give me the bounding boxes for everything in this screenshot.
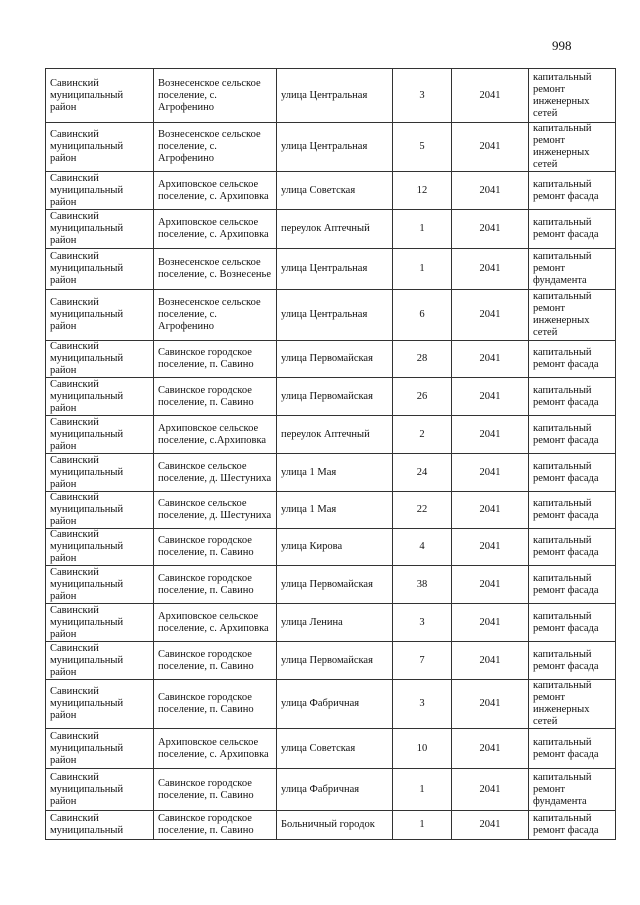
table-row: [46, 811, 616, 840]
work-type-cell: капитальный ремонт фасада: [529, 210, 616, 249]
house-number-cell: 38: [393, 566, 452, 604]
table-row: [46, 172, 616, 210]
work-type-cell: капитальный ремонт инженерных сетей: [529, 123, 616, 172]
work-type-cell: капитальный ремонт фундамента: [529, 249, 616, 290]
district-cell: Савинский муниципальный: [46, 811, 154, 840]
year-cell: 2041: [452, 210, 529, 249]
year-cell: 2041: [452, 290, 529, 341]
table-row: [46, 210, 616, 249]
street-cell: улица Центральная: [277, 290, 393, 341]
house-number-cell: 3: [393, 69, 452, 123]
year-cell: 2041: [452, 341, 529, 378]
settlement-cell: Вознесенское сельское поселение, с. Агрофенино: [154, 290, 277, 341]
year-cell: 2041: [452, 811, 529, 840]
settlement-cell: Савинское городское поселение, п. Савино: [154, 811, 277, 840]
year-cell: 2041: [452, 454, 529, 492]
work-type-cell: капитальный ремонт фасада: [529, 378, 616, 416]
year-cell: 2041: [452, 249, 529, 290]
year-cell: 2041: [452, 172, 529, 210]
district-cell: Савинский муниципальный район: [46, 69, 154, 123]
work-type-cell: капитальный ремонт фасада: [529, 566, 616, 604]
table-row: [46, 492, 616, 529]
year-cell: 2041: [452, 729, 529, 769]
district-cell: Савинский муниципальный район: [46, 249, 154, 290]
district-cell: Савинский муниципальный район: [46, 416, 154, 454]
year-cell: 2041: [452, 378, 529, 416]
year-cell: 2041: [452, 416, 529, 454]
table-row: [46, 454, 616, 492]
street-cell: улица Первомайская: [277, 341, 393, 378]
settlement-cell: Савинское городское поселение, п. Савино: [154, 529, 277, 566]
work-type-cell: капитальный ремонт фасада: [529, 642, 616, 680]
street-cell: улица Центральная: [277, 123, 393, 172]
settlement-cell: Архиповское сельское поселение, с.Архиповка: [154, 416, 277, 454]
work-type-cell: капитальный ремонт фасада: [529, 454, 616, 492]
house-number-cell: 26: [393, 378, 452, 416]
street-cell: улица Советская: [277, 729, 393, 769]
settlement-cell: Архиповское сельское поселение, с. Архиповка: [154, 604, 277, 642]
work-type-cell: капитальный ремонт инженерных сетей: [529, 69, 616, 123]
settlement-cell: Вознесенское сельское поселение, с. Вознесенье: [154, 249, 277, 290]
settlement-cell: Архиповское сельское поселение, с. Архиповка: [154, 210, 277, 249]
district-cell: Савинский муниципальный район: [46, 642, 154, 680]
district-cell: Савинский муниципальный район: [46, 492, 154, 529]
year-cell: 2041: [452, 680, 529, 729]
street-cell: Больничный городок: [277, 811, 393, 840]
district-cell: Савинский муниципальный район: [46, 123, 154, 172]
house-number-cell: 1: [393, 249, 452, 290]
table-row: [46, 642, 616, 680]
work-type-cell: капитальный ремонт фасада: [529, 529, 616, 566]
settlement-cell: Архиповское сельское поселение, с. Архиповка: [154, 729, 277, 769]
repair-schedule-table: [45, 68, 616, 840]
year-cell: 2041: [452, 492, 529, 529]
year-cell: 2041: [452, 123, 529, 172]
house-number-cell: 5: [393, 123, 452, 172]
table-row: [46, 604, 616, 642]
year-cell: 2041: [452, 566, 529, 604]
settlement-cell: Савинское городское поселение, п. Савино: [154, 341, 277, 378]
work-type-cell: капитальный ремонт фасада: [529, 341, 616, 378]
street-cell: улица Ленина: [277, 604, 393, 642]
street-cell: улица Центральная: [277, 69, 393, 123]
house-number-cell: 7: [393, 642, 452, 680]
work-type-cell: капитальный ремонт фасада: [529, 492, 616, 529]
page-number: 998: [552, 38, 572, 53]
work-type-cell: капитальный ремонт инженерных сетей: [529, 680, 616, 729]
house-number-cell: 24: [393, 454, 452, 492]
district-cell: Савинский муниципальный район: [46, 378, 154, 416]
street-cell: улица Первомайская: [277, 378, 393, 416]
settlement-cell: Савинское сельское поселение, д. Шестуниха: [154, 492, 277, 529]
street-cell: переулок Аптечный: [277, 210, 393, 249]
settlement-cell: Архиповское сельское поселение, с. Архиповка: [154, 172, 277, 210]
street-cell: улица Кирова: [277, 529, 393, 566]
house-number-cell: 1: [393, 811, 452, 840]
street-cell: улица 1 Мая: [277, 454, 393, 492]
district-cell: Савинский муниципальный район: [46, 566, 154, 604]
street-cell: улица Фабричная: [277, 769, 393, 811]
year-cell: 2041: [452, 529, 529, 566]
house-number-cell: 22: [393, 492, 452, 529]
house-number-cell: 1: [393, 210, 452, 249]
house-number-cell: 10: [393, 729, 452, 769]
table-row: [46, 69, 616, 123]
street-cell: улица Первомайская: [277, 566, 393, 604]
table-row: [46, 249, 616, 290]
street-cell: улица Советская: [277, 172, 393, 210]
table-row: [46, 729, 616, 769]
district-cell: Савинский муниципальный район: [46, 210, 154, 249]
district-cell: Савинский муниципальный район: [46, 769, 154, 811]
table-row: [46, 566, 616, 604]
house-number-cell: 6: [393, 290, 452, 341]
house-number-cell: 1: [393, 769, 452, 811]
house-number-cell: 4: [393, 529, 452, 566]
street-cell: улица 1 Мая: [277, 492, 393, 529]
district-cell: Савинский муниципальный район: [46, 454, 154, 492]
settlement-cell: Вознесенское сельское поселение, с. Агрофенино: [154, 123, 277, 172]
work-type-cell: капитальный ремонт фасада: [529, 811, 616, 840]
table-row: [46, 341, 616, 378]
district-cell: Савинский муниципальный район: [46, 729, 154, 769]
house-number-cell: 12: [393, 172, 452, 210]
work-type-cell: капитальный ремонт фасада: [529, 604, 616, 642]
table-row: [46, 123, 616, 172]
street-cell: улица Фабричная: [277, 680, 393, 729]
table-row: [46, 529, 616, 566]
district-cell: Савинский муниципальный район: [46, 341, 154, 378]
work-type-cell: капитальный ремонт инженерных сетей: [529, 290, 616, 341]
settlement-cell: Савинское сельское поселение, д. Шестуниха: [154, 454, 277, 492]
district-cell: Савинский муниципальный район: [46, 290, 154, 341]
district-cell: Савинский муниципальный район: [46, 604, 154, 642]
work-type-cell: капитальный ремонт фасада: [529, 416, 616, 454]
work-type-cell: капитальный ремонт фундамента: [529, 769, 616, 811]
settlement-cell: Савинское городское поселение, п. Савино: [154, 642, 277, 680]
house-number-cell: 3: [393, 680, 452, 729]
house-number-cell: 2: [393, 416, 452, 454]
settlement-cell: Савинское городское поселение, п. Савино: [154, 769, 277, 811]
table-row: [46, 769, 616, 811]
settlement-cell: Савинское городское поселение, п. Савино: [154, 378, 277, 416]
house-number-cell: 3: [393, 604, 452, 642]
house-number-cell: 28: [393, 341, 452, 378]
work-type-cell: капитальный ремонт фасада: [529, 172, 616, 210]
year-cell: 2041: [452, 642, 529, 680]
settlement-cell: Вознесенское сельское поселение, с. Агрофенино: [154, 69, 277, 123]
year-cell: 2041: [452, 769, 529, 811]
table-body: [46, 69, 616, 840]
district-cell: Савинский муниципальный район: [46, 172, 154, 210]
street-cell: переулок Аптечный: [277, 416, 393, 454]
table-row: [46, 378, 616, 416]
street-cell: улица Центральная: [277, 249, 393, 290]
year-cell: 2041: [452, 69, 529, 123]
settlement-cell: Савинское городское поселение, п. Савино: [154, 680, 277, 729]
table-row: [46, 680, 616, 729]
table-row: [46, 416, 616, 454]
district-cell: Савинский муниципальный район: [46, 680, 154, 729]
year-cell: 2041: [452, 604, 529, 642]
table-row: [46, 290, 616, 341]
work-type-cell: капитальный ремонт фасада: [529, 729, 616, 769]
street-cell: улица Первомайская: [277, 642, 393, 680]
settlement-cell: Савинское городское поселение, п. Савино: [154, 566, 277, 604]
district-cell: Савинский муниципальный район: [46, 529, 154, 566]
